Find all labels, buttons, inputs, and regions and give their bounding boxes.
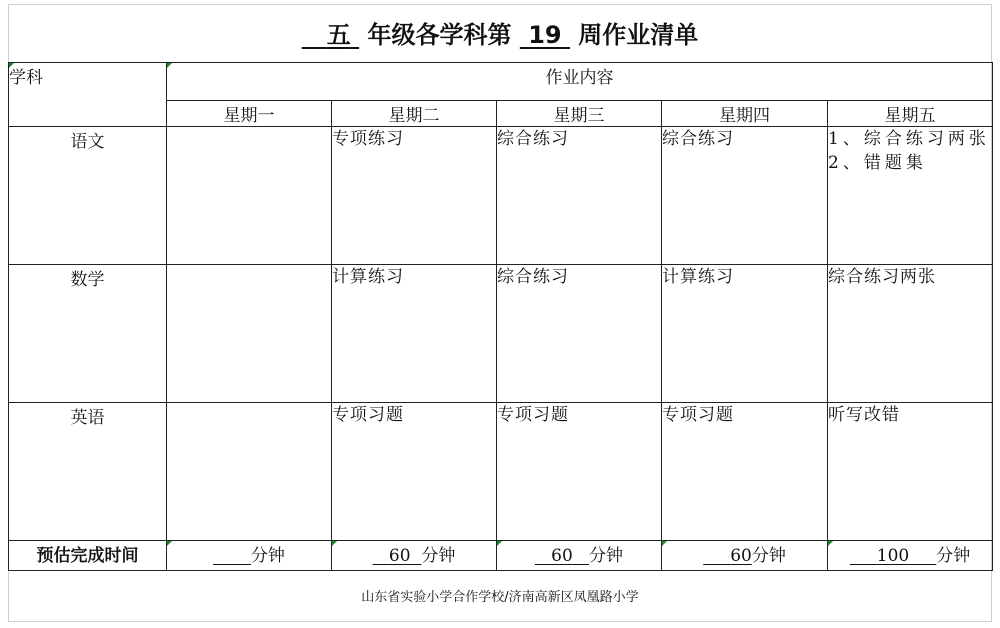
homework-cell: 综合练习 xyxy=(497,127,662,265)
homework-cell: 综合练习 xyxy=(497,265,662,403)
time-cell: 60 分钟 xyxy=(332,541,497,571)
homework-cell: 听写改错 xyxy=(828,403,993,541)
homework-table xyxy=(8,62,993,571)
header-day: 星期五 xyxy=(828,101,993,127)
header-day: 星期四 xyxy=(662,101,828,127)
subject-label: 语文 xyxy=(9,127,167,265)
table-row xyxy=(9,265,993,403)
title-grade: 五 xyxy=(326,21,351,49)
header-day: 星期二 xyxy=(332,101,497,127)
homework-cell: 专项习题 xyxy=(662,403,828,541)
title-middle: 年级各学科第 xyxy=(359,21,520,49)
time-label: 预估完成时间 xyxy=(9,541,167,571)
header-day: 星期三 xyxy=(497,101,662,127)
homework-cell: 专项习题 xyxy=(497,403,662,541)
homework-cell: 1、综合练习两张 2、错题集 xyxy=(828,127,993,265)
homework-cell xyxy=(167,265,332,403)
table-row xyxy=(9,403,993,541)
header-day: 星期一 xyxy=(167,101,332,127)
title-week: 19 xyxy=(528,21,562,49)
time-cell: 60分钟 xyxy=(662,541,828,571)
homework-cell xyxy=(167,403,332,541)
time-cell: 60 分钟 xyxy=(497,541,662,571)
homework-cell: 计算练习 xyxy=(332,265,497,403)
table-row xyxy=(9,127,993,265)
footer-school-name: 山东省实验小学合作学校/济南高新区凤凰路小学 xyxy=(361,590,639,605)
header-subject: 学科 xyxy=(9,63,167,127)
subject-label: 数学 xyxy=(9,265,167,403)
time-cell: 100 分钟 xyxy=(828,541,993,571)
homework-cell: 计算练习 xyxy=(662,265,828,403)
title-end: 周作业清单 xyxy=(569,21,699,49)
page-title xyxy=(8,10,992,60)
homework-cell: 专项习题 xyxy=(332,403,497,541)
homework-cell: 综合练习两张 xyxy=(828,265,993,403)
time-row xyxy=(9,541,993,571)
header-content: 作业内容 xyxy=(167,63,993,101)
time-cell: 分钟 xyxy=(167,541,332,571)
homework-cell: 综合练习 xyxy=(662,127,828,265)
homework-cell xyxy=(167,127,332,265)
subject-label: 英语 xyxy=(9,403,167,541)
homework-cell: 专项练习 xyxy=(332,127,497,265)
